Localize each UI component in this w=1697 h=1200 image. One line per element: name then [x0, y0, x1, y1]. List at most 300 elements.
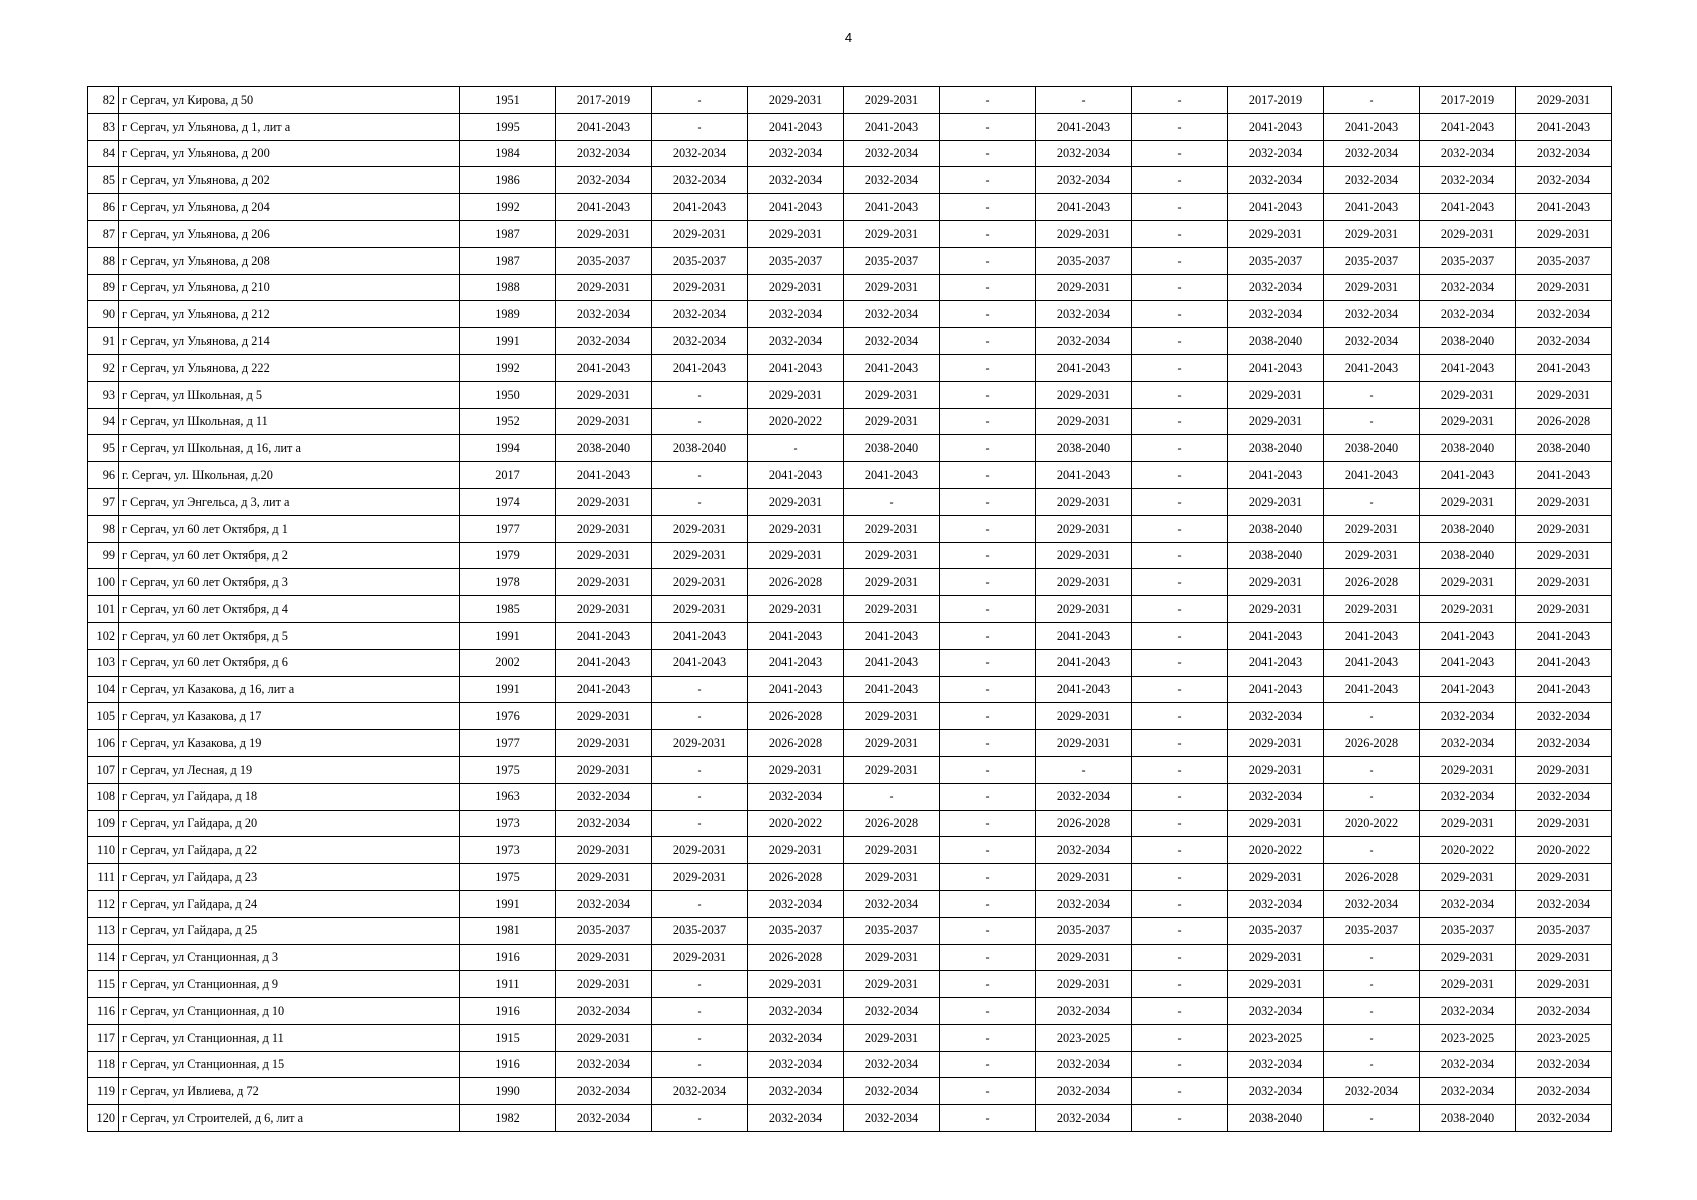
cell-address: г Сергач, ул 60 лет Октября, д 6: [119, 649, 460, 676]
cell-period-col-5: -: [940, 515, 1036, 542]
table-row: [88, 381, 1612, 408]
cell-period-col-9: 2032-2034: [1324, 328, 1420, 355]
cell-period-col-2: 2029-2031: [652, 515, 748, 542]
cell-period-col-6: 2029-2031: [1036, 488, 1132, 515]
cell-period-col-8: 2017-2019: [1228, 87, 1324, 114]
table-row: [88, 488, 1612, 515]
cell-period-col-2: -: [652, 756, 748, 783]
cell-period-col-6: 2035-2037: [1036, 917, 1132, 944]
cell-period-col-8: 2029-2031: [1228, 944, 1324, 971]
cell-period-col-9: 2026-2028: [1324, 864, 1420, 891]
cell-period-col-5: -: [940, 837, 1036, 864]
cell-period-col-4: 2032-2034: [844, 328, 940, 355]
cell-period-col-1: 2032-2034: [556, 301, 652, 328]
cell-row-number: 94: [88, 408, 119, 435]
cell-period-col-3: 2026-2028: [748, 569, 844, 596]
cell-period-col-11: 2032-2034: [1516, 783, 1612, 810]
cell-period-col-1: 2029-2031: [556, 488, 652, 515]
cell-row-number: 117: [88, 1024, 119, 1051]
cell-period-col-2: 2029-2031: [652, 730, 748, 757]
cell-period-col-11: 2038-2040: [1516, 435, 1612, 462]
cell-period-col-4: -: [844, 488, 940, 515]
table-row: [88, 596, 1612, 623]
cell-period-col-11: 2032-2034: [1516, 730, 1612, 757]
cell-period-col-3: 2026-2028: [748, 944, 844, 971]
cell-year-built: 1977: [460, 515, 556, 542]
cell-period-col-3: 2020-2022: [748, 810, 844, 837]
cell-year-built: 1975: [460, 756, 556, 783]
cell-period-col-8: 2029-2031: [1228, 971, 1324, 998]
cell-period-col-3: 2032-2034: [748, 1051, 844, 1078]
cell-period-col-4: 2029-2031: [844, 87, 940, 114]
cell-row-number: 113: [88, 917, 119, 944]
cell-period-col-9: 2041-2043: [1324, 462, 1420, 489]
cell-period-col-3: 2041-2043: [748, 622, 844, 649]
cell-period-col-10: 2041-2043: [1420, 462, 1516, 489]
cell-year-built: 1995: [460, 113, 556, 140]
cell-period-col-9: -: [1324, 944, 1420, 971]
cell-period-col-5: -: [940, 381, 1036, 408]
cell-period-col-3: 2032-2034: [748, 890, 844, 917]
cell-period-col-2: -: [652, 998, 748, 1025]
cell-year-built: 1985: [460, 596, 556, 623]
cell-address: г Сергач, ул Гайдара, д 25: [119, 917, 460, 944]
cell-year-built: 1988: [460, 274, 556, 301]
cell-period-col-2: -: [652, 462, 748, 489]
table-row: [88, 810, 1612, 837]
cell-period-col-6: 2041-2043: [1036, 622, 1132, 649]
cell-period-col-10: 2017-2019: [1420, 87, 1516, 114]
table-row: [88, 247, 1612, 274]
cell-period-col-8: 2041-2043: [1228, 622, 1324, 649]
cell-year-built: 1951: [460, 87, 556, 114]
cell-period-col-7: -: [1132, 1105, 1228, 1132]
cell-period-col-2: 2029-2031: [652, 837, 748, 864]
cell-row-number: 89: [88, 274, 119, 301]
table-row: [88, 140, 1612, 167]
cell-year-built: 2017: [460, 462, 556, 489]
cell-row-number: 109: [88, 810, 119, 837]
cell-row-number: 114: [88, 944, 119, 971]
cell-period-col-7: -: [1132, 220, 1228, 247]
cell-period-col-7: -: [1132, 167, 1228, 194]
cell-period-col-8: 2023-2025: [1228, 1024, 1324, 1051]
cell-period-col-7: -: [1132, 354, 1228, 381]
cell-year-built: 1991: [460, 676, 556, 703]
cell-period-col-9: 2029-2031: [1324, 274, 1420, 301]
cell-period-col-6: 2032-2034: [1036, 140, 1132, 167]
cell-address: г Сергач, ул Станционная, д 3: [119, 944, 460, 971]
cell-period-col-6: -: [1036, 87, 1132, 114]
table-body: [88, 87, 1612, 1132]
cell-period-col-1: 2041-2043: [556, 354, 652, 381]
cell-period-col-11: 2041-2043: [1516, 676, 1612, 703]
cell-period-col-2: 2032-2034: [652, 140, 748, 167]
cell-address: г Сергач, ул Станционная, д 10: [119, 998, 460, 1025]
cell-row-number: 98: [88, 515, 119, 542]
cell-address: г Сергач, ул Казакова, д 16, лит а: [119, 676, 460, 703]
cell-period-col-9: 2029-2031: [1324, 515, 1420, 542]
cell-period-col-9: -: [1324, 1105, 1420, 1132]
cell-year-built: 1975: [460, 864, 556, 891]
cell-address: г. Сергач, ул. Школьная, д.20: [119, 462, 460, 489]
cell-period-col-1: 2032-2034: [556, 167, 652, 194]
cell-period-col-6: 2032-2034: [1036, 1078, 1132, 1105]
cell-period-col-4: 2029-2031: [844, 1024, 940, 1051]
cell-period-col-7: -: [1132, 542, 1228, 569]
cell-row-number: 100: [88, 569, 119, 596]
cell-period-col-1: 2029-2031: [556, 220, 652, 247]
cell-period-col-5: -: [940, 756, 1036, 783]
cell-period-col-1: 2029-2031: [556, 408, 652, 435]
cell-period-col-7: -: [1132, 569, 1228, 596]
cell-period-col-3: 2029-2031: [748, 596, 844, 623]
cell-period-col-2: 2041-2043: [652, 194, 748, 221]
cell-year-built: 1974: [460, 488, 556, 515]
cell-period-col-7: -: [1132, 408, 1228, 435]
cell-row-number: 92: [88, 354, 119, 381]
cell-address: г Сергач, ул Станционная, д 15: [119, 1051, 460, 1078]
cell-address: г Сергач, ул Гайдара, д 23: [119, 864, 460, 891]
cell-year-built: 1986: [460, 167, 556, 194]
cell-period-col-5: -: [940, 247, 1036, 274]
cell-period-col-2: 2032-2034: [652, 328, 748, 355]
cell-period-col-5: -: [940, 435, 1036, 462]
cell-period-col-1: 2029-2031: [556, 274, 652, 301]
cell-period-col-2: -: [652, 676, 748, 703]
cell-period-col-3: 2029-2031: [748, 220, 844, 247]
cell-period-col-5: -: [940, 649, 1036, 676]
cell-period-col-10: 2041-2043: [1420, 113, 1516, 140]
table-row: [88, 220, 1612, 247]
cell-period-col-7: -: [1132, 328, 1228, 355]
cell-year-built: 1987: [460, 247, 556, 274]
cell-period-col-11: 2041-2043: [1516, 649, 1612, 676]
cell-period-col-10: 2029-2031: [1420, 944, 1516, 971]
cell-row-number: 116: [88, 998, 119, 1025]
cell-period-col-4: 2026-2028: [844, 810, 940, 837]
cell-year-built: 1977: [460, 730, 556, 757]
cell-period-col-2: 2038-2040: [652, 435, 748, 462]
cell-period-col-4: 2029-2031: [844, 381, 940, 408]
cell-period-col-5: -: [940, 783, 1036, 810]
cell-period-col-4: 2029-2031: [844, 971, 940, 998]
cell-period-col-4: 2032-2034: [844, 1105, 940, 1132]
cell-period-col-3: 2032-2034: [748, 783, 844, 810]
cell-period-col-9: 2029-2031: [1324, 542, 1420, 569]
table-row: [88, 864, 1612, 891]
cell-period-col-1: 2032-2034: [556, 140, 652, 167]
cell-period-col-9: 2035-2037: [1324, 917, 1420, 944]
cell-period-col-6: 2029-2031: [1036, 274, 1132, 301]
cell-period-col-5: -: [940, 676, 1036, 703]
cell-period-col-4: 2041-2043: [844, 622, 940, 649]
cell-row-number: 111: [88, 864, 119, 891]
table-row: [88, 542, 1612, 569]
cell-period-col-7: -: [1132, 140, 1228, 167]
cell-period-col-5: -: [940, 703, 1036, 730]
cell-period-col-4: 2032-2034: [844, 1051, 940, 1078]
cell-period-col-5: -: [940, 194, 1036, 221]
cell-period-col-11: 2029-2031: [1516, 864, 1612, 891]
cell-period-col-11: 2032-2034: [1516, 890, 1612, 917]
cell-period-col-7: -: [1132, 1051, 1228, 1078]
cell-period-col-3: 2041-2043: [748, 354, 844, 381]
table-row: [88, 649, 1612, 676]
cell-period-col-1: 2029-2031: [556, 1024, 652, 1051]
cell-period-col-3: 2020-2022: [748, 408, 844, 435]
cell-period-col-7: -: [1132, 622, 1228, 649]
cell-period-col-5: -: [940, 730, 1036, 757]
table-row: [88, 87, 1612, 114]
cell-period-col-5: -: [940, 569, 1036, 596]
cell-period-col-3: 2041-2043: [748, 676, 844, 703]
cell-period-col-3: 2041-2043: [748, 462, 844, 489]
cell-address: г Сергач, ул Ульянова, д 222: [119, 354, 460, 381]
cell-period-col-1: 2029-2031: [556, 542, 652, 569]
cell-period-col-2: 2041-2043: [652, 622, 748, 649]
table-row: [88, 569, 1612, 596]
cell-period-col-3: 2026-2028: [748, 730, 844, 757]
cell-period-col-7: -: [1132, 756, 1228, 783]
cell-period-col-2: -: [652, 890, 748, 917]
cell-period-col-11: 2032-2034: [1516, 167, 1612, 194]
cell-period-col-2: -: [652, 703, 748, 730]
cell-period-col-10: 2032-2034: [1420, 998, 1516, 1025]
cell-period-col-10: 2041-2043: [1420, 354, 1516, 381]
cell-period-col-11: 2041-2043: [1516, 113, 1612, 140]
table-row: [88, 703, 1612, 730]
cell-period-col-9: 2041-2043: [1324, 649, 1420, 676]
cell-period-col-9: 2032-2034: [1324, 890, 1420, 917]
cell-period-col-4: 2041-2043: [844, 676, 940, 703]
cell-period-col-6: 2041-2043: [1036, 462, 1132, 489]
cell-period-col-7: -: [1132, 676, 1228, 703]
cell-period-col-6: 2032-2034: [1036, 301, 1132, 328]
cell-period-col-6: 2023-2025: [1036, 1024, 1132, 1051]
cell-period-col-2: 2032-2034: [652, 301, 748, 328]
table-row: [88, 837, 1612, 864]
cell-period-col-6: 2029-2031: [1036, 730, 1132, 757]
cell-period-col-9: 2041-2043: [1324, 194, 1420, 221]
cell-period-col-10: 2032-2034: [1420, 703, 1516, 730]
cell-period-col-4: 2032-2034: [844, 140, 940, 167]
cell-period-col-1: 2038-2040: [556, 435, 652, 462]
cell-period-col-6: 2029-2031: [1036, 569, 1132, 596]
cell-address: г Сергач, ул Ивлиева, д 72: [119, 1078, 460, 1105]
table-row: [88, 890, 1612, 917]
cell-period-col-8: 2029-2031: [1228, 569, 1324, 596]
cell-year-built: 1987: [460, 220, 556, 247]
cell-row-number: 93: [88, 381, 119, 408]
cell-period-col-11: 2026-2028: [1516, 408, 1612, 435]
table-row: [88, 730, 1612, 757]
cell-period-col-2: 2032-2034: [652, 1078, 748, 1105]
cell-address: г Сергач, ул Ульянова, д 200: [119, 140, 460, 167]
cell-address: г Сергач, ул Ульянова, д 214: [119, 328, 460, 355]
cell-period-col-11: 2035-2037: [1516, 247, 1612, 274]
cell-period-col-2: -: [652, 1105, 748, 1132]
cell-period-col-9: -: [1324, 408, 1420, 435]
cell-period-col-8: 2041-2043: [1228, 354, 1324, 381]
cell-period-col-11: 2029-2031: [1516, 756, 1612, 783]
cell-period-col-1: 2032-2034: [556, 1078, 652, 1105]
cell-period-col-4: 2038-2040: [844, 435, 940, 462]
cell-row-number: 90: [88, 301, 119, 328]
cell-period-col-10: 2038-2040: [1420, 515, 1516, 542]
cell-period-col-1: 2029-2031: [556, 730, 652, 757]
cell-period-col-9: -: [1324, 1051, 1420, 1078]
cell-address: г Сергач, ул Гайдара, д 18: [119, 783, 460, 810]
cell-period-col-6: 2029-2031: [1036, 220, 1132, 247]
cell-period-col-11: 2032-2034: [1516, 140, 1612, 167]
cell-period-col-1: 2041-2043: [556, 649, 652, 676]
cell-period-col-9: 2029-2031: [1324, 596, 1420, 623]
cell-period-col-3: 2035-2037: [748, 917, 844, 944]
cell-period-col-9: -: [1324, 703, 1420, 730]
cell-period-col-8: 2020-2022: [1228, 837, 1324, 864]
table-row: [88, 676, 1612, 703]
cell-period-col-3: 2032-2034: [748, 1024, 844, 1051]
cell-year-built: 1915: [460, 1024, 556, 1051]
cell-period-col-5: -: [940, 1051, 1036, 1078]
cell-period-col-8: 2032-2034: [1228, 703, 1324, 730]
cell-period-col-10: 2029-2031: [1420, 971, 1516, 998]
cell-period-col-2: 2029-2031: [652, 274, 748, 301]
cell-period-col-2: 2029-2031: [652, 569, 748, 596]
cell-period-col-5: -: [940, 140, 1036, 167]
cell-period-col-3: 2029-2031: [748, 488, 844, 515]
cell-period-col-1: 2032-2034: [556, 890, 652, 917]
cell-row-number: 84: [88, 140, 119, 167]
cell-address: г Сергач, ул 60 лет Октября, д 4: [119, 596, 460, 623]
cell-period-col-8: 2038-2040: [1228, 435, 1324, 462]
cell-period-col-6: 2032-2034: [1036, 998, 1132, 1025]
cell-row-number: 82: [88, 87, 119, 114]
cell-period-col-6: 2041-2043: [1036, 113, 1132, 140]
cell-period-col-8: 2032-2034: [1228, 998, 1324, 1025]
cell-address: г Сергач, ул Энгельса, д 3, лит а: [119, 488, 460, 515]
table-row: [88, 354, 1612, 381]
cell-period-col-3: 2032-2034: [748, 328, 844, 355]
cell-period-col-7: -: [1132, 837, 1228, 864]
cell-period-col-9: 2032-2034: [1324, 301, 1420, 328]
cell-period-col-10: 2029-2031: [1420, 864, 1516, 891]
cell-address: г Сергач, ул Станционная, д 9: [119, 971, 460, 998]
cell-period-col-1: 2041-2043: [556, 194, 652, 221]
cell-period-col-11: 2029-2031: [1516, 971, 1612, 998]
cell-period-col-5: -: [940, 944, 1036, 971]
cell-period-col-2: 2035-2037: [652, 247, 748, 274]
cell-period-col-6: 2029-2031: [1036, 408, 1132, 435]
cell-period-col-7: -: [1132, 247, 1228, 274]
cell-period-col-9: -: [1324, 756, 1420, 783]
cell-row-number: 105: [88, 703, 119, 730]
cell-period-col-1: 2029-2031: [556, 944, 652, 971]
cell-row-number: 85: [88, 167, 119, 194]
cell-period-col-4: 2029-2031: [844, 703, 940, 730]
cell-period-col-6: 2029-2031: [1036, 596, 1132, 623]
cell-period-col-5: -: [940, 328, 1036, 355]
cell-period-col-8: 2029-2031: [1228, 730, 1324, 757]
cell-period-col-5: -: [940, 167, 1036, 194]
cell-period-col-5: -: [940, 998, 1036, 1025]
cell-period-col-2: 2041-2043: [652, 649, 748, 676]
cell-year-built: 1950: [460, 381, 556, 408]
cell-period-col-11: 2029-2031: [1516, 381, 1612, 408]
page-number: 4: [844, 30, 853, 45]
cell-address: г Сергач, ул Казакова, д 17: [119, 703, 460, 730]
cell-period-col-4: 2029-2031: [844, 837, 940, 864]
cell-period-col-10: 2032-2034: [1420, 1078, 1516, 1105]
cell-period-col-9: -: [1324, 1024, 1420, 1051]
cell-period-col-2: -: [652, 488, 748, 515]
cell-period-col-5: -: [940, 462, 1036, 489]
cell-period-col-7: -: [1132, 488, 1228, 515]
cell-address: г Сергач, ул Гайдара, д 22: [119, 837, 460, 864]
cell-period-col-8: 2029-2031: [1228, 864, 1324, 891]
cell-period-col-10: 2035-2037: [1420, 917, 1516, 944]
cell-period-col-3: 2029-2031: [748, 515, 844, 542]
cell-period-col-3: 2041-2043: [748, 649, 844, 676]
cell-period-col-9: -: [1324, 381, 1420, 408]
cell-period-col-7: -: [1132, 515, 1228, 542]
cell-period-col-1: 2029-2031: [556, 703, 652, 730]
cell-period-col-4: 2029-2031: [844, 944, 940, 971]
cell-period-col-10: 2029-2031: [1420, 756, 1516, 783]
cell-period-col-2: -: [652, 408, 748, 435]
cell-period-col-10: 2032-2034: [1420, 730, 1516, 757]
cell-row-number: 96: [88, 462, 119, 489]
cell-period-col-2: -: [652, 810, 748, 837]
cell-address: г Сергач, ул Ульянова, д 204: [119, 194, 460, 221]
cell-year-built: 1976: [460, 703, 556, 730]
cell-year-built: 2002: [460, 649, 556, 676]
cell-period-col-8: 2029-2031: [1228, 488, 1324, 515]
cell-period-col-11: 2029-2031: [1516, 542, 1612, 569]
cell-period-col-8: 2035-2037: [1228, 247, 1324, 274]
cell-period-col-11: 2041-2043: [1516, 622, 1612, 649]
table-row: [88, 435, 1612, 462]
cell-period-col-1: 2032-2034: [556, 1051, 652, 1078]
cell-period-col-3: 2026-2028: [748, 703, 844, 730]
cell-row-number: 99: [88, 542, 119, 569]
cell-row-number: 91: [88, 328, 119, 355]
cell-period-col-11: 2029-2031: [1516, 569, 1612, 596]
cell-address: г Сергач, ул Ульянова, д 208: [119, 247, 460, 274]
cell-period-col-6: 2032-2034: [1036, 1051, 1132, 1078]
cell-period-col-9: 2032-2034: [1324, 167, 1420, 194]
cell-period-col-11: 2041-2043: [1516, 354, 1612, 381]
cell-period-col-3: 2032-2034: [748, 167, 844, 194]
cell-year-built: 1992: [460, 354, 556, 381]
cell-period-col-10: 2041-2043: [1420, 676, 1516, 703]
cell-period-col-6: 2041-2043: [1036, 676, 1132, 703]
cell-period-col-9: 2041-2043: [1324, 622, 1420, 649]
cell-period-col-2: 2032-2034: [652, 167, 748, 194]
cell-period-col-11: 2029-2031: [1516, 488, 1612, 515]
cell-period-col-4: 2029-2031: [844, 756, 940, 783]
cell-period-col-9: -: [1324, 837, 1420, 864]
cell-period-col-9: 2038-2040: [1324, 435, 1420, 462]
cell-period-col-6: 2032-2034: [1036, 783, 1132, 810]
table-row: [88, 167, 1612, 194]
cell-period-col-3: 2026-2028: [748, 864, 844, 891]
table-row: [88, 917, 1612, 944]
cell-period-col-10: 2029-2031: [1420, 596, 1516, 623]
table-row: [88, 301, 1612, 328]
cell-period-col-3: 2029-2031: [748, 971, 844, 998]
